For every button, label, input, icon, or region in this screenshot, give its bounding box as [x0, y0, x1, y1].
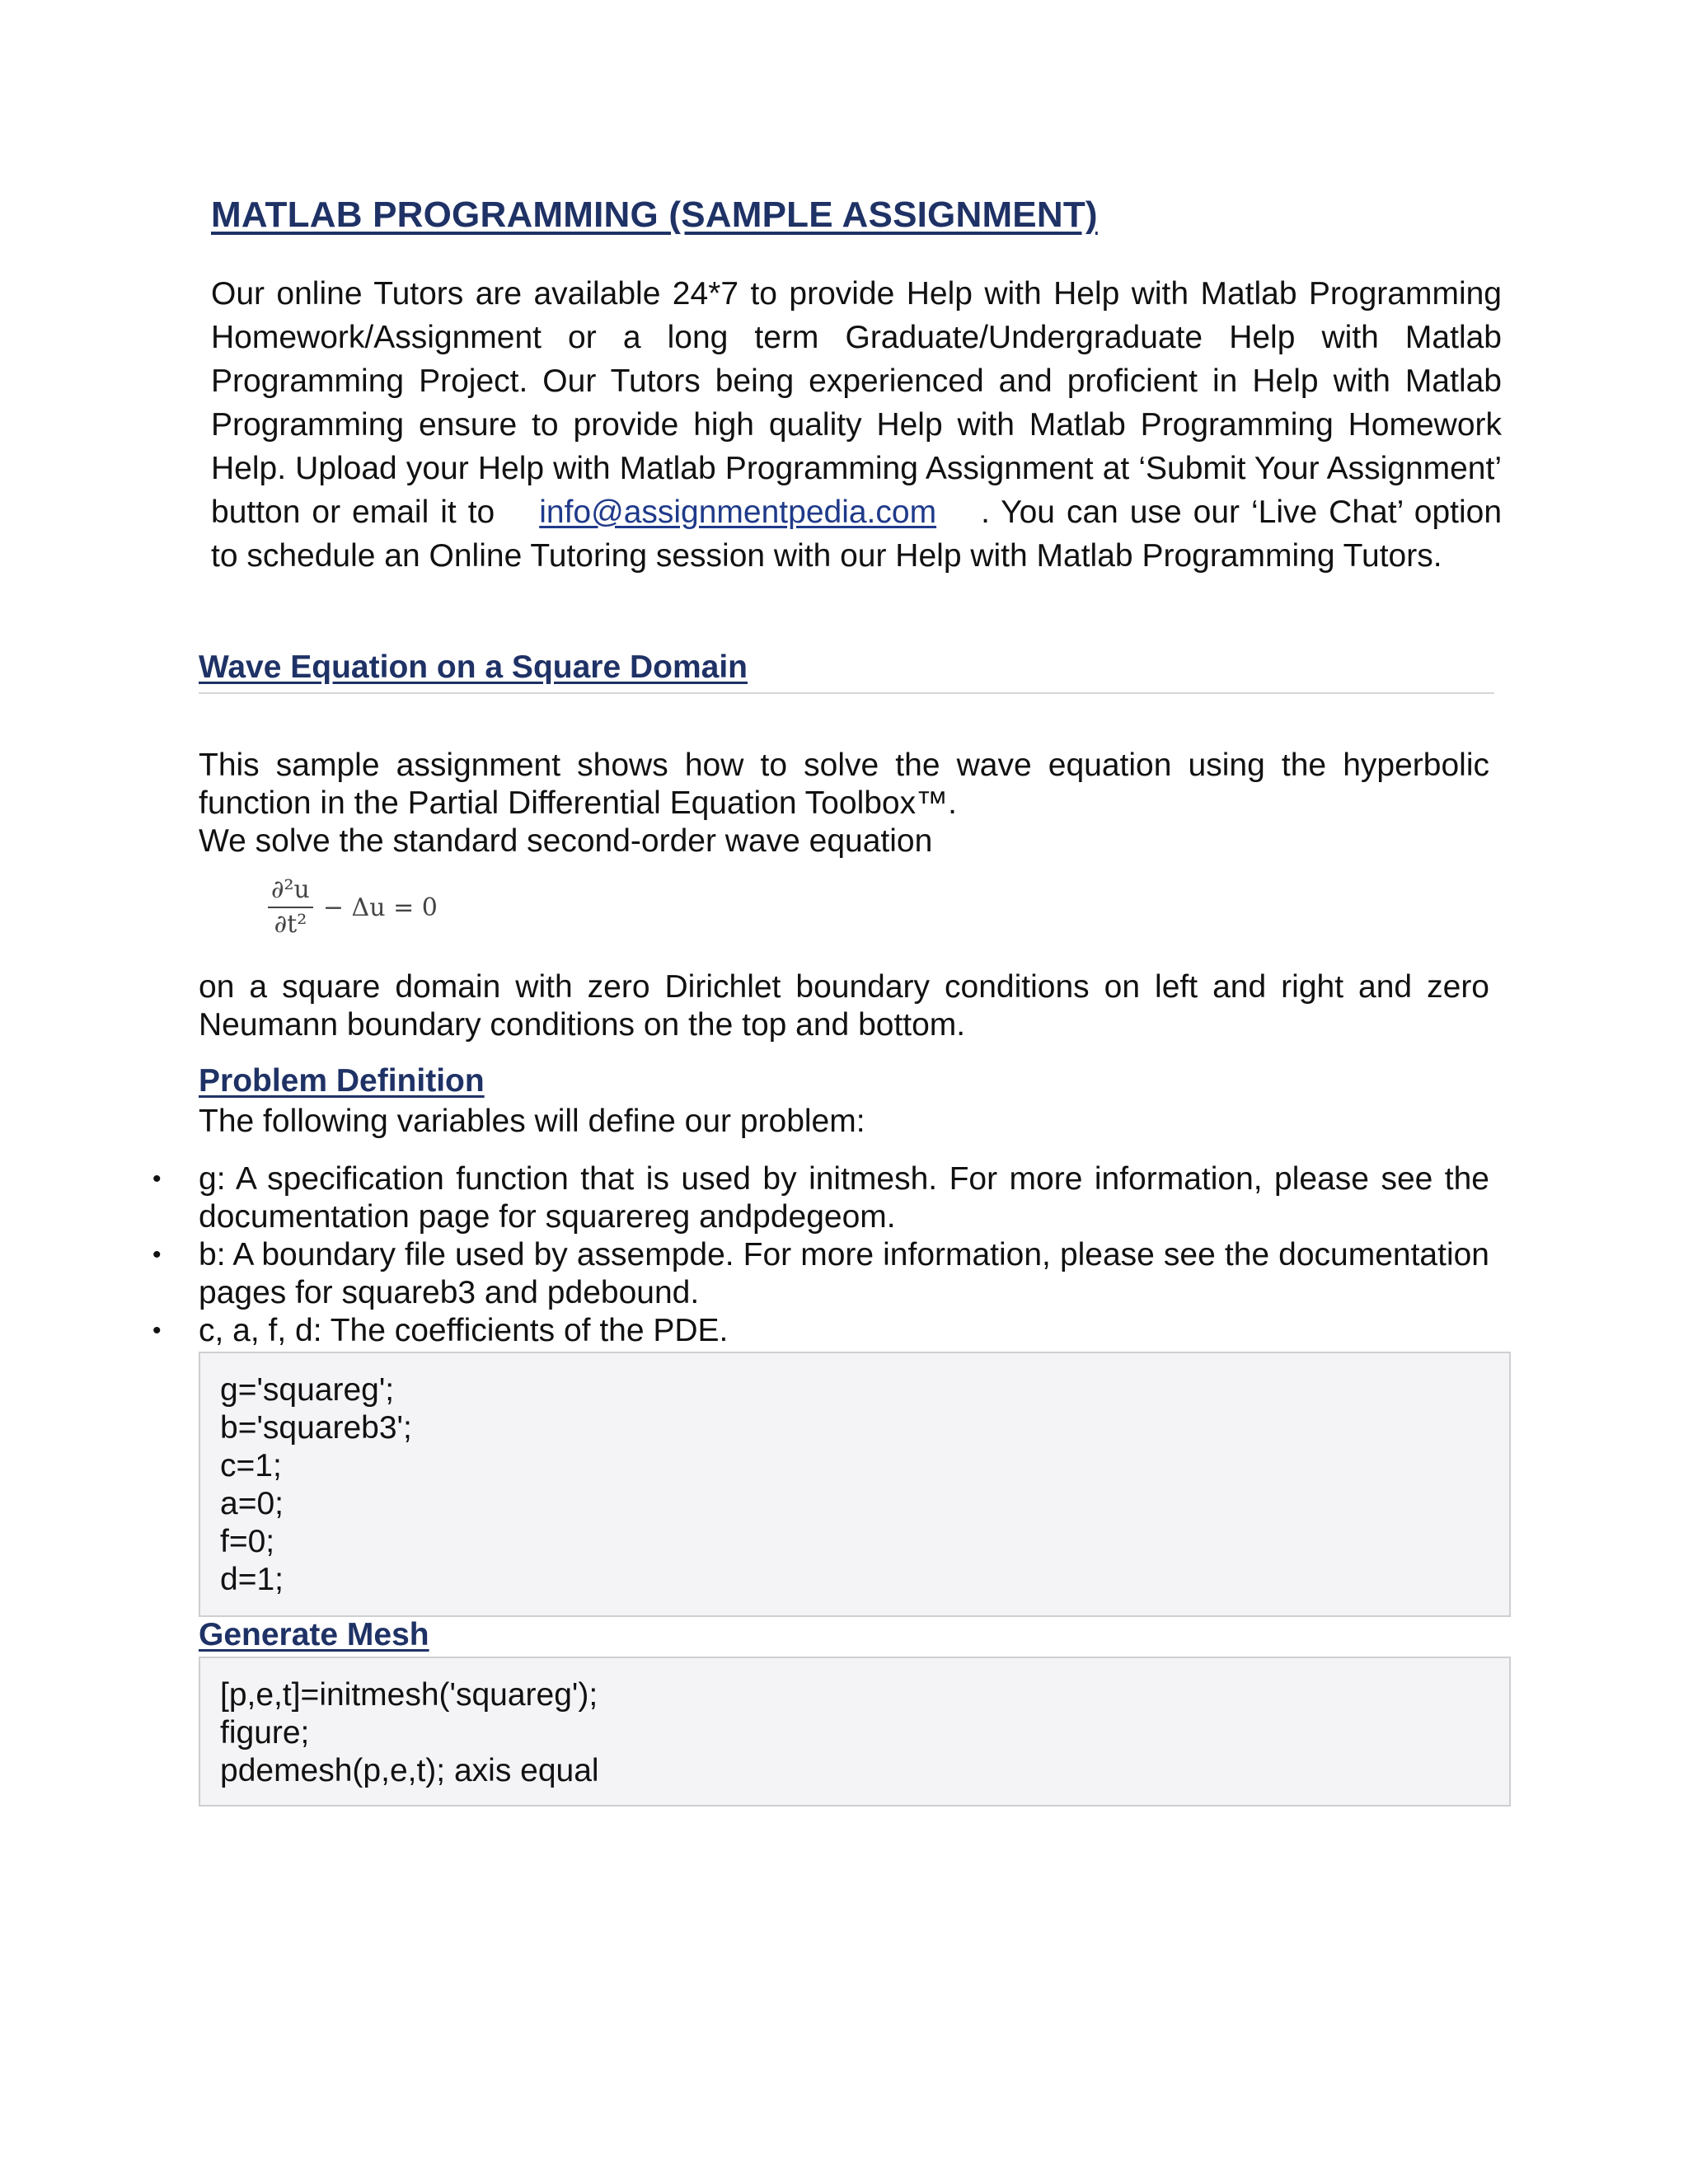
- generate-mesh-heading: Generate Mesh: [199, 1617, 429, 1652]
- boundary-conditions-paragraph: on a square domain with zero Dirichlet boundary conditions on left and right and zero Neumann boundary conditions on the top and bottom.: [199, 969, 1489, 1043]
- code-line: d=1;: [220, 1562, 284, 1597]
- bullet-icon: •: [152, 1165, 162, 1193]
- wave-equation-heading: Wave Equation on a Square Domain: [199, 649, 748, 685]
- code-line: g='squareg';: [220, 1372, 395, 1408]
- list-item-text: g: A specification function that is used by initmesh. For more information, please see the documentation page for squarereg andpdegeom.: [199, 1161, 1489, 1235]
- list-item: [152, 1160, 1489, 1236]
- code-line: b='squareb3';: [220, 1410, 412, 1446]
- variable-list: [152, 1160, 1489, 1350]
- list-item-text: c, a, f, d: The coefficients of the PDE.: [199, 1313, 729, 1348]
- bullet-icon: •: [152, 1241, 162, 1268]
- code-line: c=1;: [220, 1448, 282, 1483]
- equation-rest: − Δu = 0: [322, 893, 438, 922]
- code-line: pdemesh(p,e,t); axis equal: [220, 1753, 599, 1788]
- intro-paragraph: [211, 272, 1502, 578]
- wave-equation-lead: We solve the standard second-order wave equation: [199, 823, 933, 859]
- equation-fraction: [268, 875, 313, 940]
- email-link[interactable]: info@assignmentpedia.com: [539, 494, 937, 530]
- code-line: a=0;: [220, 1486, 284, 1521]
- intro-text-before-email: Our online Tutors are available 24*7 to provide Help with Help with Matlab Programming Homework/Assignment or a long term Graduate/Undergraduate Help with Matlab Programming Project. Our Tutors being experienced and proficient in Help with Matlab Programming ensure to provide high quality Help with Matlab Programming Homework Help. Upload your Help with Matlab Programming Assignment at ‘Submit Your Assignment’ button or email it to: [211, 276, 1502, 530]
- bullet-icon: •: [152, 1317, 162, 1344]
- code-line: f=0;: [220, 1524, 275, 1559]
- list-item: [152, 1312, 1489, 1350]
- variables-code-block: [199, 1352, 1511, 1617]
- problem-definition-intro: The following variables will define our problem:: [199, 1104, 865, 1139]
- code-line: figure;: [220, 1715, 310, 1750]
- list-item-text: b: A boundary file used by assempde. For more information, please see the documentation pages for squareb3 and pdebound.: [199, 1237, 1489, 1310]
- code-line: [p,e,t]=initmesh('squareg');: [220, 1677, 598, 1713]
- section-divider: [199, 692, 1494, 694]
- intro-text-after-email: . You can use our ‘Live Chat’ option to schedule an Online Tutoring session with our Help with Matlab Programming Tutors.: [211, 494, 1503, 574]
- equation-denominator: ∂t²: [274, 910, 307, 939]
- list-item: [152, 1236, 1489, 1312]
- page-title: MATLAB PROGRAMMING (SAMPLE ASSIGNMENT): [211, 194, 1098, 235]
- problem-definition-heading: Problem Definition: [199, 1063, 485, 1099]
- wave-intro-paragraph: This sample assignment shows how to solve the wave equation using the hyperbolic function in the Partial Differential Equation Toolbox™.: [199, 748, 1489, 821]
- mesh-code-block: [199, 1657, 1511, 1807]
- equation-numerator: ∂²u: [268, 875, 313, 908]
- wave-equation-formula: [268, 875, 438, 940]
